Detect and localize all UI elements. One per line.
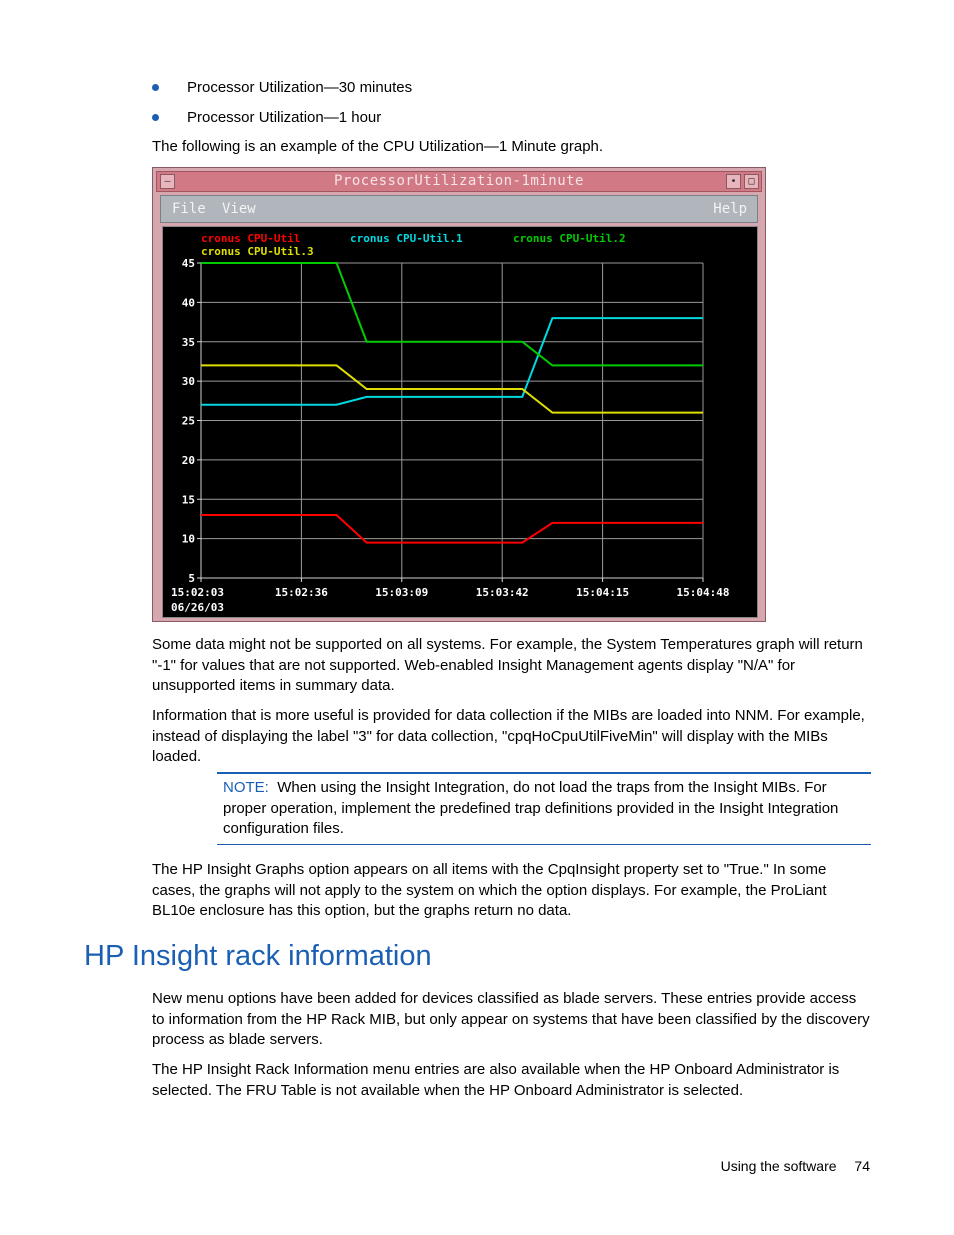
bullet-icon xyxy=(152,84,159,91)
x-tick-label: 15:04:15 xyxy=(576,586,630,599)
menu-view[interactable]: View xyxy=(222,201,256,217)
legend-entry: cronus CPU-Util.1 xyxy=(350,232,463,245)
legend-entry: cronus CPU-Util.2 xyxy=(513,232,626,245)
y-tick-label: 30 xyxy=(181,375,195,389)
bullet-label: Processor Utilization—30 minutes xyxy=(187,79,413,96)
menu-file[interactable]: File xyxy=(172,201,206,217)
y-tick-label: 5 xyxy=(188,572,195,585)
y-tick-label: 15 xyxy=(181,493,195,507)
graph-window xyxy=(152,167,766,622)
x-tick-label: 15:03:42 xyxy=(475,586,529,599)
section-heading: HP Insight rack information xyxy=(84,940,432,972)
y-tick-label: 20 xyxy=(181,453,195,467)
page-number: 74 xyxy=(854,1158,870,1174)
x-tick-label: 15:02:03 xyxy=(171,586,224,599)
window-menu-icon[interactable]: – xyxy=(160,174,175,189)
plot-area xyxy=(162,226,758,618)
date-label: 06/26/03 xyxy=(171,601,224,614)
y-tick-label: 10 xyxy=(181,532,195,546)
menu-bar xyxy=(160,195,758,223)
paragraph-insight-graphs: The HP Insight Graphs option appears on all items with the CpqInsight property set to "True." In some cases, the graphs will not apply to the system on which the option displays. For example, the ProLiant BL10e enclosure has this option, but the graphs return no data. xyxy=(152,861,827,919)
bullet-icon xyxy=(152,114,159,121)
paragraph-onboard-admin: The HP Insight Rack Information menu entries are also available when the HP Onboard Administrator is selected. The FRU Table is not available when the HP Onboard Administrator is selected. xyxy=(152,1061,840,1099)
x-tick-label: 15:04:48 xyxy=(676,586,730,599)
footer-section: Using the software xyxy=(720,1158,837,1174)
bullet-label: Processor Utilization—1 hour xyxy=(187,109,382,126)
legend-entry: cronus CPU-Util.3 xyxy=(201,245,314,258)
y-tick-label: 40 xyxy=(181,296,195,310)
x-tick-label: 15:02:36 xyxy=(274,586,328,599)
y-tick-label: 45 xyxy=(181,257,195,270)
window-title: ProcessorUtilization-1minute xyxy=(333,173,584,189)
intro-paragraph: The following is an example of the CPU Utilization—1 Minute graph. xyxy=(152,138,604,155)
utilization-chart xyxy=(163,227,757,617)
y-tick-label: 35 xyxy=(181,335,195,349)
note-tag: NOTE: xyxy=(223,779,269,796)
legend-entry: cronus CPU-Util xyxy=(201,232,301,245)
paragraph-menu-options: New menu options have been added for devices classified as blade servers. These entries provide access to information from the HP Rack MIB, but only appear on systems that have been classified by the discovery process as blade servers. xyxy=(152,990,870,1048)
series-line xyxy=(201,263,703,365)
series-line xyxy=(201,318,703,405)
y-tick-label: 25 xyxy=(181,414,195,428)
paragraph-unsupported-data: Some data might not be supported on all systems. For example, the System Temperatures graph will return "-1" for values that are not supported. Web-enabled Insight Management agents display "N/A" for unsupported items in summary data. xyxy=(152,636,863,694)
page-footer xyxy=(707,1158,870,1174)
x-tick-label: 15:03:09 xyxy=(375,586,429,599)
minimize-icon[interactable]: • xyxy=(726,174,741,189)
note-body xyxy=(223,778,863,840)
note-text: When using the Insight Integration, do not load the traps from the Insight MIBs. For proper operation, implement the predefined trap definitions provided in the Insight Integration configuration files. xyxy=(223,779,839,837)
note-box xyxy=(217,772,871,845)
paragraph-mibs: Information that is more useful is provided for data collection if the MIBs are loaded into NNM. For example, instead of displaying the label "3" for data collection, "cpqHoCpuUtilFiveMin" will display with the MIBs loaded. xyxy=(152,707,865,765)
menu-help[interactable]: Help xyxy=(713,201,747,217)
maximize-icon[interactable]: □ xyxy=(744,174,759,189)
window-titlebar xyxy=(156,171,762,192)
